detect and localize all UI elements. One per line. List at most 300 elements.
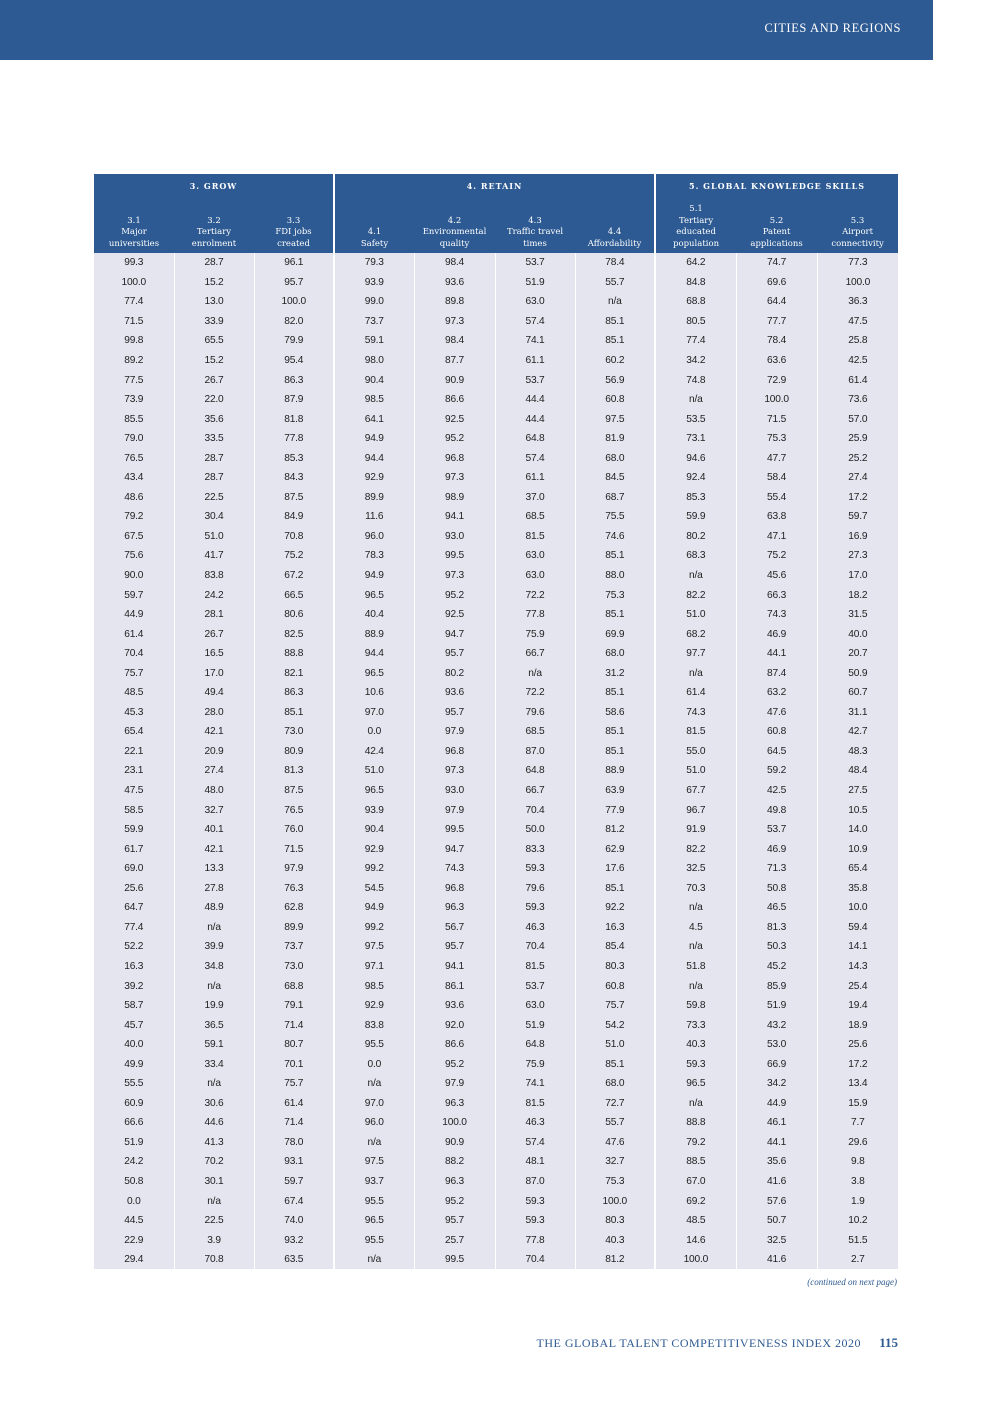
column-header [495,200,575,254]
column-header-line: Airport [842,227,874,237]
table-cell: 74.0 [254,1211,334,1231]
table-row [94,1035,898,1055]
table-row [94,839,898,859]
table-cell: 97.9 [414,722,495,742]
table-cell: 35.6 [736,1152,817,1172]
table-cell: 71.3 [736,859,817,879]
table-row [94,1113,898,1133]
table-cell: 81.5 [655,722,736,742]
table-cell: n/a [334,1133,414,1153]
table-cell: n/a [174,976,254,996]
table-cell: 99.3 [94,253,174,273]
table-cell: 96.5 [334,585,414,605]
table-cell: 40.3 [655,1035,736,1055]
table-cell: 51.9 [94,1133,174,1153]
table-cell: 3.9 [174,1230,254,1250]
table-cell: 0.0 [334,1054,414,1074]
table-row [94,644,898,664]
table-cell: 88.9 [334,624,414,644]
column-header-line: 3.3 [286,215,301,226]
continued-note: (continued on next page) [807,1277,897,1287]
table-cell: 59.7 [254,1172,334,1192]
column-header-line: universities [108,238,160,249]
table-cell: 55.7 [575,1113,655,1133]
table-cell: 79.2 [655,1133,736,1153]
table-cell: 74.1 [495,331,575,351]
table-cell: 97.9 [254,859,334,879]
table-cell: 85.4 [575,937,655,957]
table-cell: 27.3 [817,546,898,566]
table-cell: 76.3 [254,879,334,899]
table-cell: 96.3 [414,1094,495,1114]
table-cell: 69.9 [575,624,655,644]
table-cell: 92.5 [414,409,495,429]
table-cell: 81.3 [736,918,817,938]
table-cell: 89.8 [414,292,495,312]
table-cell: 77.5 [94,370,174,390]
table-cell: 29.4 [94,1250,174,1270]
table-cell: 85.1 [575,722,655,742]
table-cell: 88.9 [575,761,655,781]
table-cell: 95.7 [414,1211,495,1231]
table-cell: 100.0 [575,1191,655,1211]
table-cell: 40.4 [334,605,414,625]
table-cell: 87.5 [254,488,334,508]
table-cell: 59.7 [94,585,174,605]
table-row [94,683,898,703]
group-header-row [94,174,898,200]
table-cell: 65.4 [817,859,898,879]
table-cell: 13.3 [174,859,254,879]
table-cell: 61.4 [817,370,898,390]
table-cell: 96.8 [414,879,495,899]
table-cell: 49.4 [174,683,254,703]
table-cell: 48.1 [495,1152,575,1172]
table-cell: 75.7 [254,1074,334,1094]
table-cell: 73.1 [655,429,736,449]
table-row [94,820,898,840]
column-header-line: times [523,238,547,249]
table-cell: 40.1 [174,820,254,840]
table-cell: n/a [495,663,575,683]
table-cell: 45.6 [736,566,817,586]
table-cell: 40.3 [575,1230,655,1250]
table-cell: 62.8 [254,898,334,918]
table-cell: 98.0 [334,351,414,371]
table-cell: 50.7 [736,1211,817,1231]
table-cell: 97.7 [655,644,736,664]
table-cell: 10.0 [817,898,898,918]
table-cell: 27.5 [817,781,898,801]
table-row [94,1074,898,1094]
table-cell: 69.6 [736,273,817,293]
table-cell: 58.4 [736,468,817,488]
table-row [94,488,898,508]
table-cell: 75.2 [736,546,817,566]
table-cell: 46.1 [736,1113,817,1133]
table-cell: 90.4 [334,370,414,390]
table-cell: 85.9 [736,976,817,996]
table-cell: 80.3 [575,1211,655,1231]
table-cell: 36.3 [817,292,898,312]
table-cell: 78.4 [736,331,817,351]
table-cell: 74.3 [736,605,817,625]
table-cell: 85.3 [655,488,736,508]
table-cell: 81.5 [495,527,575,547]
table-cell: 14.0 [817,820,898,840]
table-cell: n/a [655,937,736,957]
table-cell: 89.9 [254,918,334,938]
table-cell: 77.9 [575,800,655,820]
table-cell: 97.5 [334,1152,414,1172]
table-body [94,253,898,1269]
table-cell: 18.9 [817,1015,898,1035]
table-cell: 50.0 [495,820,575,840]
table-cell: 96.0 [334,1113,414,1133]
column-header-line: 5.3 [850,215,865,226]
table-cell: 68.7 [575,488,655,508]
table-cell: 59.8 [655,996,736,1016]
table-cell: 50.3 [736,937,817,957]
table-cell: 95.5 [334,1035,414,1055]
table-cell: 83.3 [495,839,575,859]
table-cell: 95.7 [414,644,495,664]
table-cell: 85.1 [575,742,655,762]
column-header-line: 3.1 [127,215,141,226]
table-cell: 66.9 [736,1054,817,1074]
table-cell: 87.9 [254,390,334,410]
table-cell: 97.0 [334,703,414,723]
table-row [94,585,898,605]
column-header-line: Major [121,227,147,237]
column-header-line: 4.4 [607,227,622,237]
table-cell: 94.9 [334,429,414,449]
table-cell: 51.0 [575,1035,655,1055]
table-cell: 92.2 [575,898,655,918]
table-cell: 34.2 [655,351,736,371]
table-cell: 94.4 [334,644,414,664]
table-cell: 27.4 [174,761,254,781]
table-cell: 85.1 [575,605,655,625]
table-row [94,1133,898,1153]
table-cell: 41.6 [736,1250,817,1270]
table-cell: 99.8 [94,331,174,351]
table-cell: 47.1 [736,527,817,547]
table-cell: 78.0 [254,1133,334,1153]
table-cell: 93.9 [334,800,414,820]
table-cell: 16.9 [817,527,898,547]
table-cell: 97.9 [414,1074,495,1094]
table-row [94,800,898,820]
table-cell: 97.5 [334,937,414,957]
table-cell: 28.0 [174,703,254,723]
table-cell: 14.1 [817,937,898,957]
table-cell: 87.7 [414,351,495,371]
table-cell: n/a [655,390,736,410]
table-cell: 97.3 [414,761,495,781]
table-cell: 77.8 [495,1230,575,1250]
table-row [94,253,898,273]
table-cell: 30.1 [174,1172,254,1192]
table-cell: 94.1 [414,957,495,977]
table-cell: 79.1 [254,996,334,1016]
table-cell: 35.6 [174,409,254,429]
table-cell: 55.7 [575,273,655,293]
table-cell: 66.7 [495,781,575,801]
table-cell: 47.5 [817,312,898,332]
table-cell: 35.8 [817,879,898,899]
table-cell: 85.1 [575,1054,655,1074]
table-cell: 80.6 [254,605,334,625]
table-cell: 55.4 [736,488,817,508]
table-cell: 79.3 [334,253,414,273]
table-cell: 33.5 [174,429,254,449]
table-cell: 82.2 [655,585,736,605]
table-cell: 81.9 [575,429,655,449]
table-cell: 62.9 [575,839,655,859]
table-cell: 61.4 [94,624,174,644]
table-cell: 97.1 [334,957,414,977]
table-cell: 85.1 [254,703,334,723]
table-cell: n/a [334,1250,414,1270]
table-cell: 93.6 [414,683,495,703]
table-cell: 70.4 [94,644,174,664]
table-cell: 99.0 [334,292,414,312]
table-cell: 75.5 [575,507,655,527]
table-cell: 83.8 [334,1015,414,1035]
table-cell: 97.3 [414,312,495,332]
table-row [94,937,898,957]
table-cell: 63.5 [254,1250,334,1270]
table-cell: 85.1 [575,879,655,899]
table-cell: 24.2 [94,1152,174,1172]
table-row [94,1152,898,1172]
table-cell: 45.3 [94,703,174,723]
table-cell: 40.0 [817,624,898,644]
table-cell: 51.0 [174,527,254,547]
table-cell: 0.0 [334,722,414,742]
table-row [94,331,898,351]
table-cell: 59.9 [655,507,736,527]
table-cell: 96.8 [414,448,495,468]
table-cell: 74.6 [575,527,655,547]
column-header [414,200,495,254]
table-cell: 13.4 [817,1074,898,1094]
table-cell: 36.5 [174,1015,254,1035]
table-cell: 79.6 [495,703,575,723]
table-cell: 15.9 [817,1094,898,1114]
column-header-line: created [277,238,310,249]
table-cell: 77.3 [817,253,898,273]
table-row [94,957,898,977]
table-cell: 100.0 [254,292,334,312]
table-cell: 48.5 [94,683,174,703]
table-cell: 68.3 [655,546,736,566]
table-cell: 22.1 [94,742,174,762]
table-cell: 99.5 [414,546,495,566]
table-cell: 42.5 [736,781,817,801]
table-cell: 82.5 [254,624,334,644]
table-cell: 48.6 [94,488,174,508]
table-cell: 96.3 [414,898,495,918]
table-cell: 42.7 [817,722,898,742]
table-cell: n/a [334,1074,414,1094]
column-header-line: Tertiary [678,215,714,226]
table-cell: 74.3 [414,859,495,879]
table-cell: 34.8 [174,957,254,977]
table-cell: 96.5 [655,1074,736,1094]
table-cell: 31.2 [575,663,655,683]
table-cell: 50.8 [736,879,817,899]
table-cell: 17.2 [817,1054,898,1074]
table-cell: 64.1 [334,409,414,429]
table-row [94,312,898,332]
table-cell: 10.2 [817,1211,898,1231]
column-header-line: 4.3 [528,215,542,226]
table-cell: 50.9 [817,663,898,683]
table-cell: 77.4 [655,331,736,351]
table-cell: 67.4 [254,1191,334,1211]
table-cell: 64.8 [495,1035,575,1055]
table-cell: n/a [655,976,736,996]
table-cell: 63.2 [736,683,817,703]
table-cell: 96.1 [254,253,334,273]
table-cell: 24.2 [174,585,254,605]
table-cell: 74.7 [736,253,817,273]
table-cell: 29.6 [817,1133,898,1153]
table-cell: 41.7 [174,546,254,566]
table-cell: 14.3 [817,957,898,977]
table-cell: 60.8 [736,722,817,742]
table-row [94,976,898,996]
table-cell: 72.2 [495,585,575,605]
table-cell: 93.6 [414,273,495,293]
table-cell: 85.1 [575,683,655,703]
table-row [94,1015,898,1035]
table-cell: 71.5 [94,312,174,332]
table-cell: 77.4 [94,918,174,938]
table-cell: 46.9 [736,624,817,644]
table-cell: 90.4 [334,820,414,840]
column-header-row [94,200,898,254]
table-row [94,742,898,762]
table-cell: 70.3 [655,879,736,899]
table-cell: 73.0 [254,722,334,742]
table-cell: 44.4 [495,390,575,410]
table-row [94,918,898,938]
table-cell: 58.7 [94,996,174,1016]
table-cell: 75.9 [495,1054,575,1074]
table-cell: 59.1 [174,1035,254,1055]
table-cell: 33.4 [174,1054,254,1074]
table-cell: 80.5 [655,312,736,332]
table-cell: 31.5 [817,605,898,625]
table-cell: 41.6 [736,1172,817,1192]
column-header [254,200,334,254]
table-cell: 66.5 [254,585,334,605]
table-cell: 32.7 [174,800,254,820]
table-cell: 66.3 [736,585,817,605]
table-cell: 94.6 [655,448,736,468]
group-header-global-knowledge-skills: 5. GLOBAL KNOWLEDGE SKILLS [655,174,898,200]
table-cell: 98.5 [334,390,414,410]
column-header-line: connectivity [831,238,884,249]
table-cell: 18.2 [817,585,898,605]
table-cell: 50.8 [94,1172,174,1192]
table-cell: 100.0 [655,1250,736,1270]
table-cell: 51.9 [736,996,817,1016]
table-cell: 46.9 [736,839,817,859]
column-header-line: applications [750,238,803,249]
table-row [94,1230,898,1250]
table-cell: 25.8 [817,331,898,351]
table-cell: 59.3 [495,898,575,918]
table-row [94,292,898,312]
table-cell: 95.2 [414,429,495,449]
table-cell: 0.0 [94,1191,174,1211]
table-cell: 39.9 [174,937,254,957]
table-cell: 57.6 [736,1191,817,1211]
table-cell: 100.0 [94,273,174,293]
table-row [94,605,898,625]
table-cell: 23.1 [94,761,174,781]
column-header-line: Environmental [422,227,487,237]
section-title: CITIES AND REGIONS [764,21,901,35]
table-cell: 46.3 [495,918,575,938]
table-cell: 78.4 [575,253,655,273]
column-header-line: Traffic travel [506,227,564,237]
table-cell: 70.8 [254,527,334,547]
table-cell: 68.8 [655,292,736,312]
table-cell: 96.7 [655,800,736,820]
table-cell: 68.2 [655,624,736,644]
table-row [94,429,898,449]
table-cell: 99.5 [414,820,495,840]
table-row [94,1172,898,1192]
table-cell: 95.2 [414,1191,495,1211]
table-cell: 93.9 [334,273,414,293]
table-cell: 33.9 [174,312,254,332]
table-cell: 64.8 [495,761,575,781]
table-cell: 49.9 [94,1054,174,1074]
table-cell: 90.9 [414,1133,495,1153]
table-cell: 90.0 [94,566,174,586]
table-cell: 25.6 [817,1035,898,1055]
table-cell: 51.0 [655,761,736,781]
table-cell: 28.1 [174,605,254,625]
table-cell: n/a [655,663,736,683]
table-cell: 93.0 [414,781,495,801]
table-cell: 98.4 [414,253,495,273]
table-row [94,1250,898,1270]
table-row [94,1191,898,1211]
column-header-line: Affordability [587,238,642,249]
table-cell: 17.6 [575,859,655,879]
table-cell: 97.5 [575,409,655,429]
table-cell: 73.0 [254,957,334,977]
table-row [94,566,898,586]
column-header [334,200,414,254]
table-row [94,527,898,547]
table-cell: 64.8 [495,429,575,449]
table-row [94,468,898,488]
table-cell: n/a [174,1191,254,1211]
column-header [736,200,817,254]
table-cell: 61.1 [495,468,575,488]
column-header-line: 4.2 [447,215,462,226]
table-cell: 88.8 [655,1113,736,1133]
table-row [94,507,898,527]
